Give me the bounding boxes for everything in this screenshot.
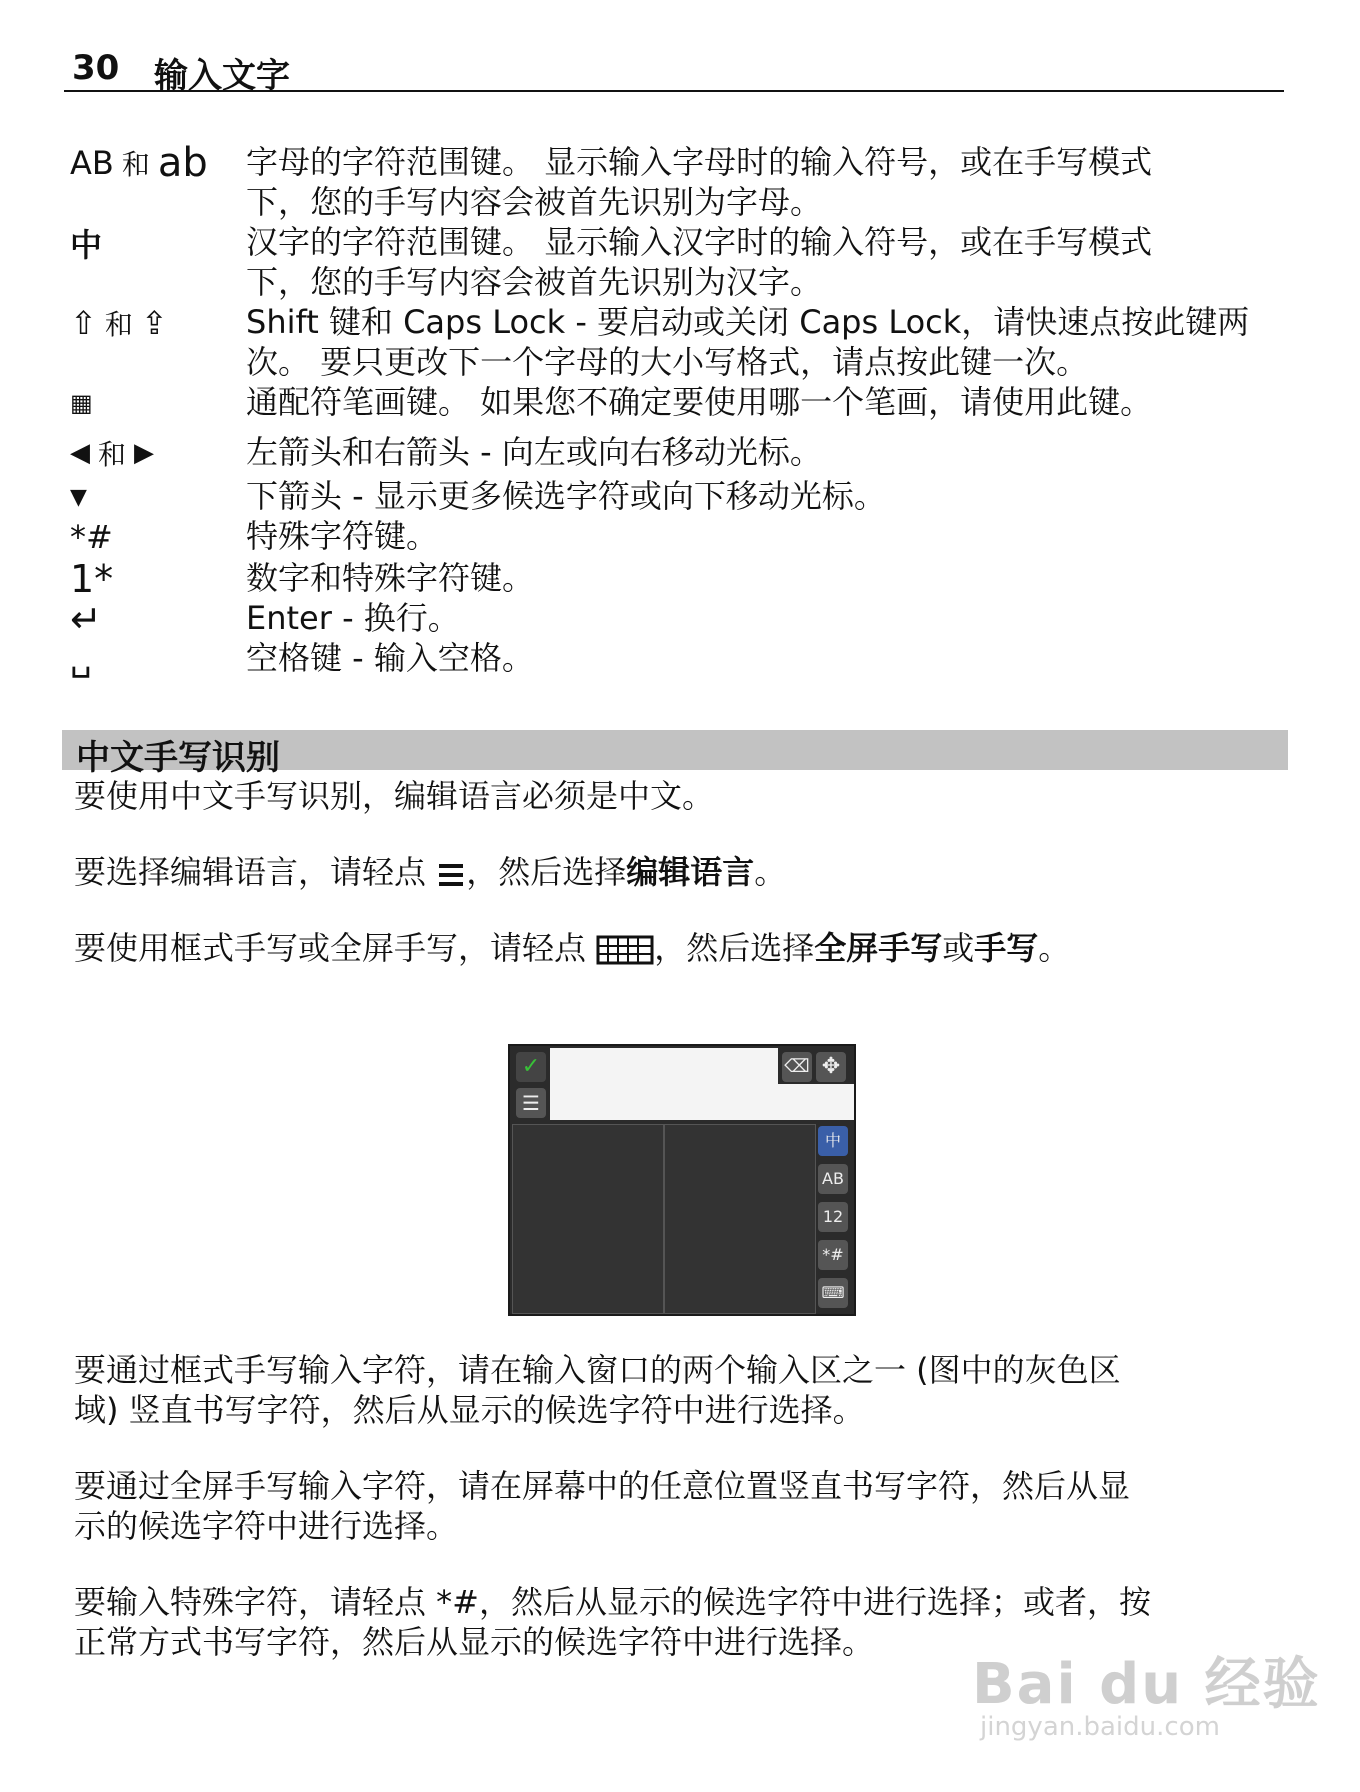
key-description: 空格键 - 输入空格。 <box>246 639 534 677</box>
space-icon: ␣ <box>70 639 92 679</box>
paragraph: 要选择编辑语言，请轻点 ，然后选择编辑语言。 <box>74 853 787 891</box>
candidate-bar[interactable] <box>550 1084 854 1120</box>
wildcard-stroke-icon: ▦ <box>70 389 93 417</box>
key-description: Enter - 换行。 <box>246 599 460 637</box>
key-description: 数字和特殊字符键。 <box>246 559 535 597</box>
key-description: 特殊字符键。 <box>246 517 439 555</box>
latin-mode-button[interactable]: AB <box>818 1164 848 1194</box>
chinese-mode-button[interactable]: 中 <box>818 1126 848 1156</box>
watermark-logo: Bai du 经验 <box>972 1652 1321 1717</box>
paragraph: 要使用框式手写或全屏手写，请轻点 ，然后选择全屏手写或手写。 <box>74 929 1071 967</box>
writing-area-left[interactable] <box>512 1124 664 1314</box>
arrow-left-right-icon: ◀ 和 ▶ <box>70 438 155 471</box>
page-title: 输入文字 <box>154 56 290 96</box>
paragraph: 要使用中文手写识别，编辑语言必须是中文。 <box>74 777 715 815</box>
section-heading: 中文手写识别 <box>62 730 1288 770</box>
enter-icon: ↵ <box>70 597 102 641</box>
watermark-url: jingyan.baidu.com <box>980 1712 1220 1742</box>
text-input[interactable] <box>550 1048 778 1084</box>
key-description: 下箭头 - 显示更多候选字符或向下移动光标。 <box>246 477 886 515</box>
key-description: 字母的字符范围键。 显示输入字母时的输入符号，或在手写模式 下，您的手写内容会被首先识别为字母。 <box>246 143 1153 221</box>
handwriting-panel <box>508 1044 856 1316</box>
menu-icon <box>436 859 466 889</box>
check-icon[interactable]: ✓ <box>516 1052 546 1082</box>
paragraph: 要输入特殊字符，请轻点 *#，然后从显示的候选字符中进行选择；或者，按 正常方式书写字符，然后从显示的候选字符中进行选择。 <box>74 1583 1151 1661</box>
paragraph: 要通过框式手写输入字符，请在输入窗口的两个输入区之一 (图中的灰色区 域) 竖直书写字符，然后从显示的候选字符中进行选择。 <box>74 1351 1121 1429</box>
page-number: 30 <box>72 48 120 88</box>
chinese-char-icon: 中 <box>70 226 103 264</box>
page-header <box>64 46 1284 96</box>
key-description: 通配符笔画键。 如果您不确定要使用哪一个笔画，请使用此键。 <box>246 383 1153 421</box>
number-special-icon: 1* <box>70 557 114 601</box>
key-description: 左箭头和右箭头 - 向左或向右移动光标。 <box>246 433 822 471</box>
special-char-button[interactable]: *# <box>818 1240 848 1270</box>
keyboard-grid-icon <box>596 933 654 967</box>
keyboard-button[interactable]: ⌨ <box>818 1278 848 1308</box>
move-icon[interactable]: ✥ <box>816 1052 846 1082</box>
key-description: 汉字的字符范围键。 显示输入汉字时的输入符号，或在手写模式 下，您的手写内容会被首先识别为汉字。 <box>246 223 1153 301</box>
arrow-down-icon: ▼ <box>70 484 87 510</box>
paragraph: 要通过全屏手写输入字符，请在屏幕中的任意位置竖直书写字符，然后从显 示的候选字符中进行选择。 <box>74 1467 1131 1545</box>
special-char-icon: *# <box>70 518 113 556</box>
writing-area-right[interactable] <box>664 1124 816 1314</box>
menu-icon[interactable]: ☰ <box>516 1088 546 1118</box>
number-mode-button[interactable]: 12 <box>818 1202 848 1232</box>
backspace-icon[interactable]: ⌫ <box>782 1052 812 1082</box>
latin-case-icon: AB 和 ab <box>70 140 208 186</box>
shift-icon: ⇧ 和 ⇪ <box>70 304 168 342</box>
key-description: Shift 键和 Caps Lock - 要启动或关闭 Caps Lock，请快速点按此键两 次。 要只更改下一个字母的大小写格式，请点按此键一次。 <box>246 303 1250 381</box>
